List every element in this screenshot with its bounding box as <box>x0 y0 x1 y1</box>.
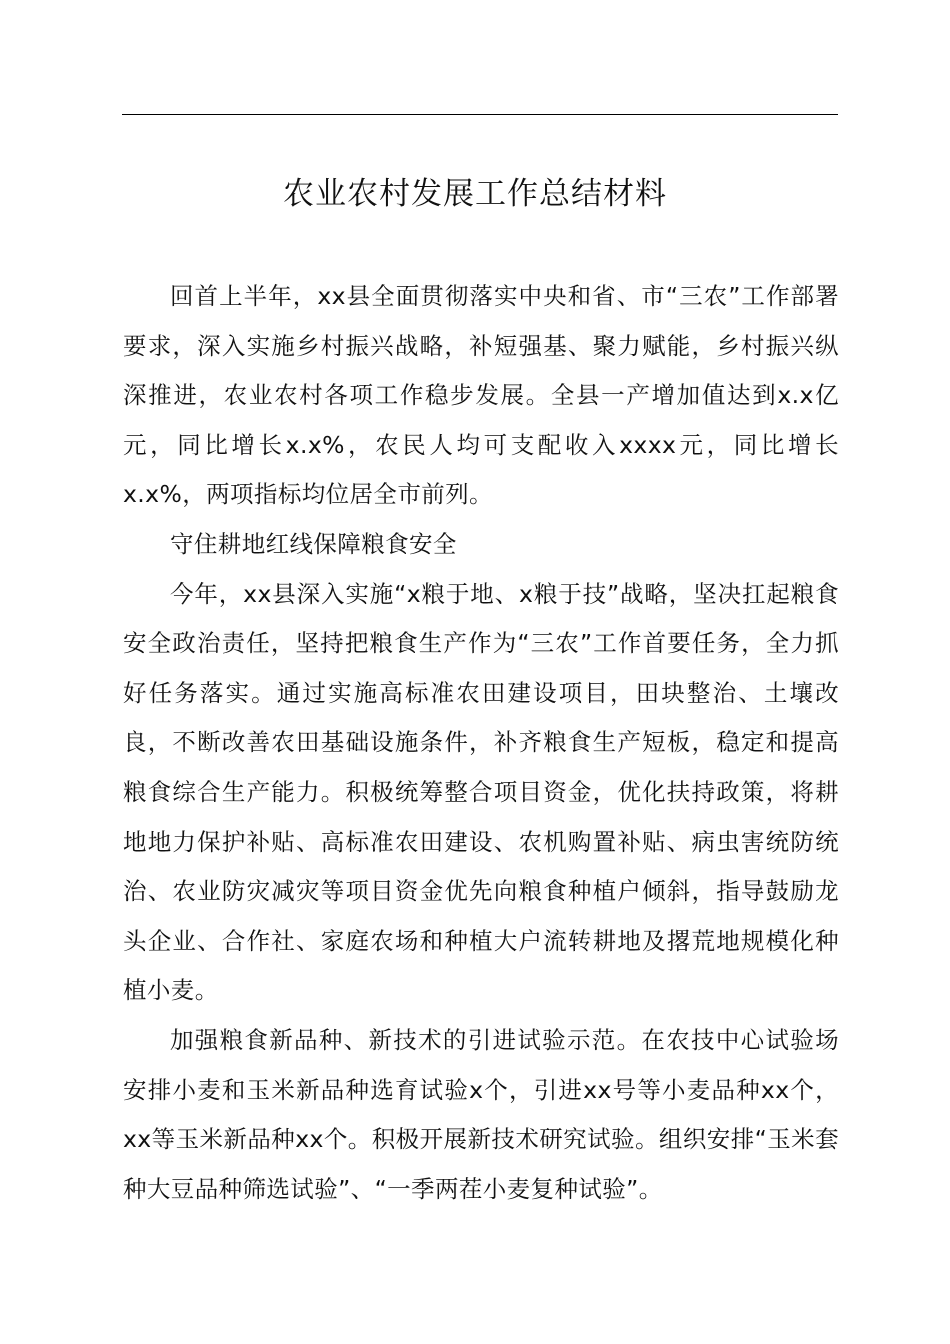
intro-paragraph: 回首上半年，xx县全面贯彻落实中央和省、市“三农”工作部署要求，深入实施乡村振兴战略，补短强基、聚力赋能，乡村振兴纵深推进，农业农村各项工作稳步发展。全县一产增加值达到x.x亿元，同比增长x.x%，农民人均可支配收入xxxx元，同比增长x.x%，两项指标均位居全市前列。 <box>123 282 839 509</box>
grain-security-paragraph: 今年，xx县深入实施“x粮于地、x粮于技”战略，坚决扛起粮食安全政治责任，坚持把粮食生产作为“三农”工作首要任务，全力抓好任务落实。通过实施高标准农田建设项目，田块整治、土壤改良，不断改善农田基础设施条件，补齐粮食生产短板，稳定和提高粮食综合生产能力。积极统筹整合项目资金，优化扶持政策，将耕地地力保护补贴、高标准农田建设、农机购置补贴、病虫害统防统治、农业防灾减灾等项目资金优先向粮食种植户倾斜，指导鼓励龙头企业、合作社、家庭农场和种植大户流转耕地及撂荒地规模化种植小麦。 <box>123 579 839 1005</box>
section-heading: 守住耕地红线保障粮食安全 <box>170 529 457 558</box>
new-varieties-paragraph: 加强粮食新品种、新技术的引进试验示范。在农技中心试验场安排小麦和玉米新品种选育试验x个，引进xx号等小麦品种xx个，xx等玉米新品种xx个。积极开展新技术研究试验。组织安排“玉米套种大豆品种筛选试验”、“一季两茬小麦复种试验”。 <box>123 1025 839 1203</box>
document-body <box>123 272 839 1214</box>
header-rule <box>122 114 838 115</box>
document-title: 农业农村发展工作总结材料 <box>283 176 667 212</box>
